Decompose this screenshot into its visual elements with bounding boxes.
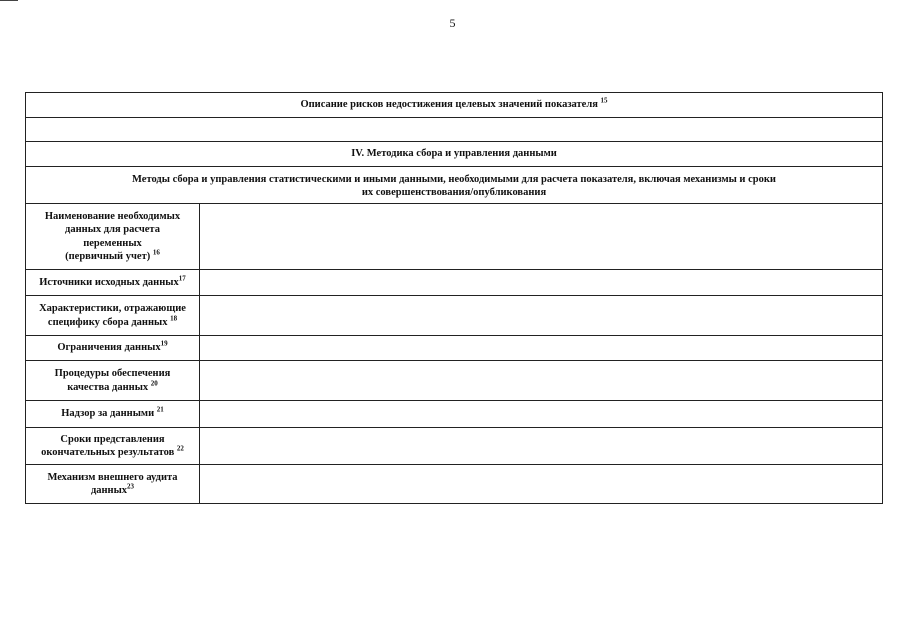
methods-heading-line-2: их совершенствования/опубликования bbox=[361, 187, 547, 198]
data-methodology-table bbox=[25, 92, 883, 504]
footnote-ref: 20 bbox=[150, 379, 158, 387]
footnote-ref: 21 bbox=[156, 405, 164, 414]
footnote-ref: 15 bbox=[600, 96, 608, 105]
row-value bbox=[200, 361, 883, 401]
table-row-limitations bbox=[26, 336, 883, 361]
row-label bbox=[26, 296, 200, 336]
risk-description-value-row bbox=[26, 118, 883, 142]
footnote-ref: 19 bbox=[160, 339, 168, 348]
footnote-ref: 17 bbox=[178, 274, 186, 283]
row-value bbox=[200, 336, 883, 361]
row-label-line: окончательных результатов bbox=[41, 447, 175, 458]
row-label bbox=[26, 361, 200, 401]
row-label-line: Надзор за данными bbox=[61, 408, 155, 420]
risk-description-text: Описание рисков недостижения целевых значений показателя bbox=[300, 99, 598, 111]
footnote-ref: 23 bbox=[127, 482, 135, 491]
row-label-line: данных для расчета bbox=[65, 224, 160, 236]
row-label-line: специфику сбора данных bbox=[47, 316, 168, 328]
row-label-line: Механизм внешнего аудита bbox=[47, 471, 178, 483]
row-label-line: переменных bbox=[83, 237, 142, 249]
row-value bbox=[200, 270, 883, 296]
section-title-row bbox=[26, 142, 883, 167]
table-row-quality-procedures bbox=[26, 361, 883, 401]
row-label bbox=[26, 465, 200, 504]
risk-description-value bbox=[26, 118, 883, 142]
table-row-characteristics bbox=[26, 296, 883, 336]
row-label-line: Сроки представления bbox=[60, 433, 165, 445]
page-number: 5 bbox=[449, 16, 456, 30]
row-value bbox=[200, 204, 883, 270]
row-value bbox=[200, 465, 883, 504]
methods-heading-line-1: Методы сбора и управления статистическими и иными данными, необходимыми для расчета показателя, включая механизмы и сроки bbox=[132, 173, 776, 185]
footnote-ref: 16 bbox=[152, 248, 160, 257]
table-row-supervision bbox=[26, 401, 883, 428]
row-label-line: Ограничения данных bbox=[57, 342, 161, 354]
row-label-line: Наименование необходимых bbox=[44, 211, 181, 223]
row-label bbox=[26, 270, 200, 296]
methods-header-row bbox=[26, 167, 883, 204]
table-row-sources bbox=[26, 270, 883, 296]
footnote-ref: 18 bbox=[170, 314, 178, 322]
row-value bbox=[200, 296, 883, 336]
footnote-ref: 22 bbox=[176, 444, 184, 453]
row-label bbox=[26, 336, 200, 361]
row-label bbox=[26, 204, 200, 270]
row-label-line: данных bbox=[90, 485, 128, 496]
table-row-deadlines bbox=[26, 428, 883, 465]
section-title: IV. Методика сбора и управления данными bbox=[26, 142, 883, 167]
row-label bbox=[26, 428, 200, 465]
row-label-line: Характеристики, отражающие bbox=[39, 303, 186, 315]
risk-description-heading bbox=[26, 93, 883, 118]
row-label-line: Источники исходных данных bbox=[39, 276, 179, 288]
methods-heading bbox=[26, 167, 883, 204]
row-label bbox=[26, 401, 200, 428]
row-label-line: качества данных bbox=[67, 381, 149, 393]
table-row-required-data bbox=[26, 204, 883, 270]
row-label-line: (первичный учет) bbox=[65, 250, 151, 262]
risk-description-header-row bbox=[26, 93, 883, 118]
table-row-external-audit bbox=[26, 465, 883, 504]
row-value bbox=[200, 401, 883, 428]
row-value bbox=[200, 428, 883, 465]
row-label-line: Процедуры обеспечения bbox=[54, 368, 171, 380]
scan-mark bbox=[0, 0, 18, 1]
